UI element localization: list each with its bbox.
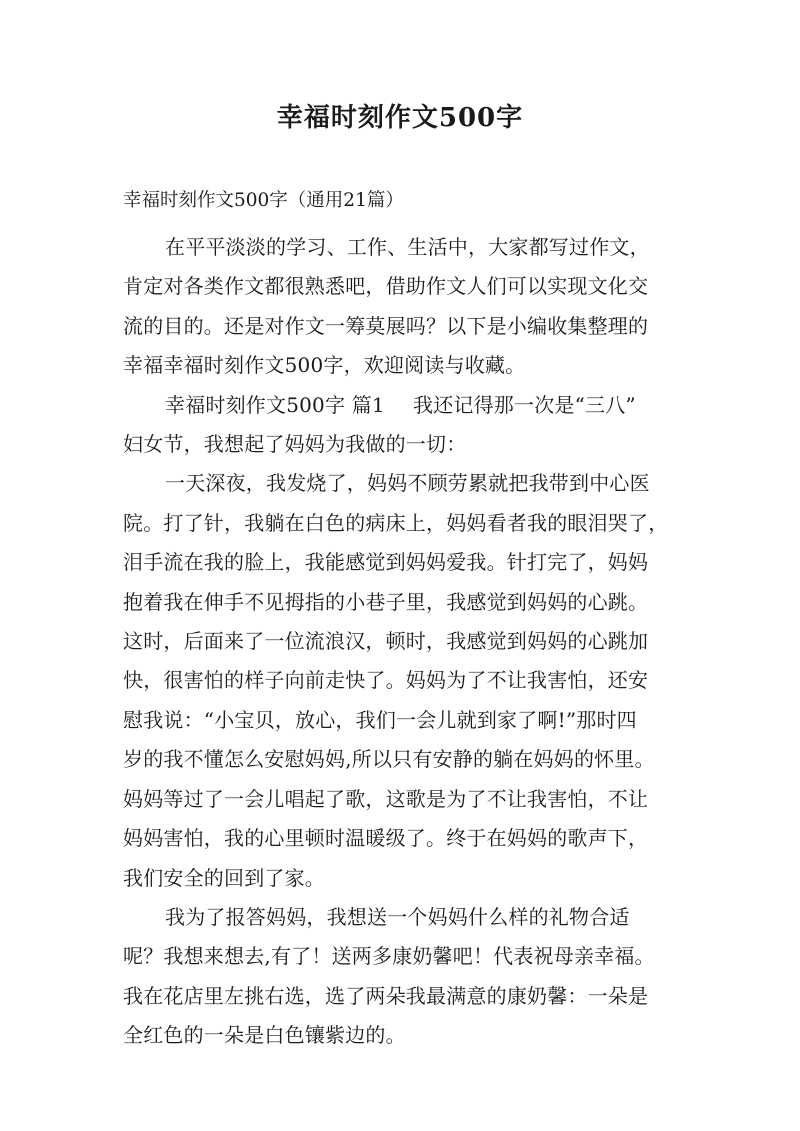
document-body bbox=[123, 188, 683, 1056]
section-heading-line bbox=[123, 386, 683, 425]
text-line: 院。打了针，我躺在白色的病床上，妈妈看者我的眼泪哭了， bbox=[123, 510, 669, 535]
text-line: 我们安全的回到了家。 bbox=[123, 865, 325, 890]
text-line: 妈妈等过了一会儿唱起了歌，这歌是为了不让我害怕，不让 bbox=[123, 786, 649, 811]
text-line: 肯定对各类作文都很熟悉吧，借助作文人们可以实现文化交 bbox=[123, 274, 649, 299]
text-line: 这时，后面来了一位流浪汉，顿时，我感觉到妈妈的心跳加 bbox=[123, 629, 649, 654]
section-1 bbox=[123, 386, 683, 465]
text-line: 我为了报答妈妈，我想送一个妈妈什么样的礼物合适 bbox=[165, 904, 630, 929]
text-line: 妈妈害怕，我的心里顿时温暖级了。终于在妈妈的歌声下， bbox=[123, 826, 649, 851]
text-line: 全红色的一朵是白色镶紫边的。 bbox=[123, 1023, 406, 1048]
text-line: 呢？我想来想去,有了！送两多康奶馨吧！代表祝母亲幸福。 bbox=[123, 944, 655, 969]
text-line: 慰我说：“小宝贝，放心，我们一会儿就到家了啊!”那时四 bbox=[123, 707, 637, 732]
paragraph-2 bbox=[123, 464, 683, 897]
section-heading: 幸福时刻作文500字 篇1 bbox=[165, 392, 385, 417]
text-line: 快，很害怕的样子向前走快了。妈妈为了不让我害怕，还安 bbox=[123, 668, 649, 693]
text-line: 在平平淡淡的学习、工作、生活中，大家都写过作文， bbox=[165, 235, 650, 259]
text-segment: 我还记得那一次是“三八” bbox=[413, 392, 636, 417]
text-line: 抱着我在伸手不见拇指的小巷子里，我感觉到妈妈的心跳。 bbox=[123, 589, 649, 614]
text-line: 泪手流在我的脸上，我能感觉到妈妈爱我。针打完了，妈妈 bbox=[123, 550, 649, 575]
text-line: 流的目的。还是对作文一筹莫展吗？以下是小编收集整理的 bbox=[123, 313, 649, 338]
text-line: 我在花店里左挑右选，选了两朵我最满意的康奶馨：一朵是 bbox=[123, 983, 649, 1008]
text-line: 一天深夜，我发烧了，妈妈不顾劳累就把我带到中心医 bbox=[165, 471, 650, 496]
document-subtitle: 幸福时刻作文500字（通用21篇） bbox=[123, 190, 404, 211]
text-line: 幸福幸福时刻作文500字，欢迎阅读与收藏。 bbox=[123, 353, 526, 378]
intro-paragraph bbox=[123, 228, 683, 386]
paragraph-3 bbox=[123, 898, 683, 1056]
text-line: 妇女节，我想起了妈妈为我做的一切： bbox=[123, 432, 467, 457]
text-line: 岁的我不懂怎么安慰妈妈,所以只有安静的躺在妈妈的怀里。 bbox=[123, 747, 655, 772]
document-title: 幸福时刻作文500字 bbox=[276, 103, 524, 133]
